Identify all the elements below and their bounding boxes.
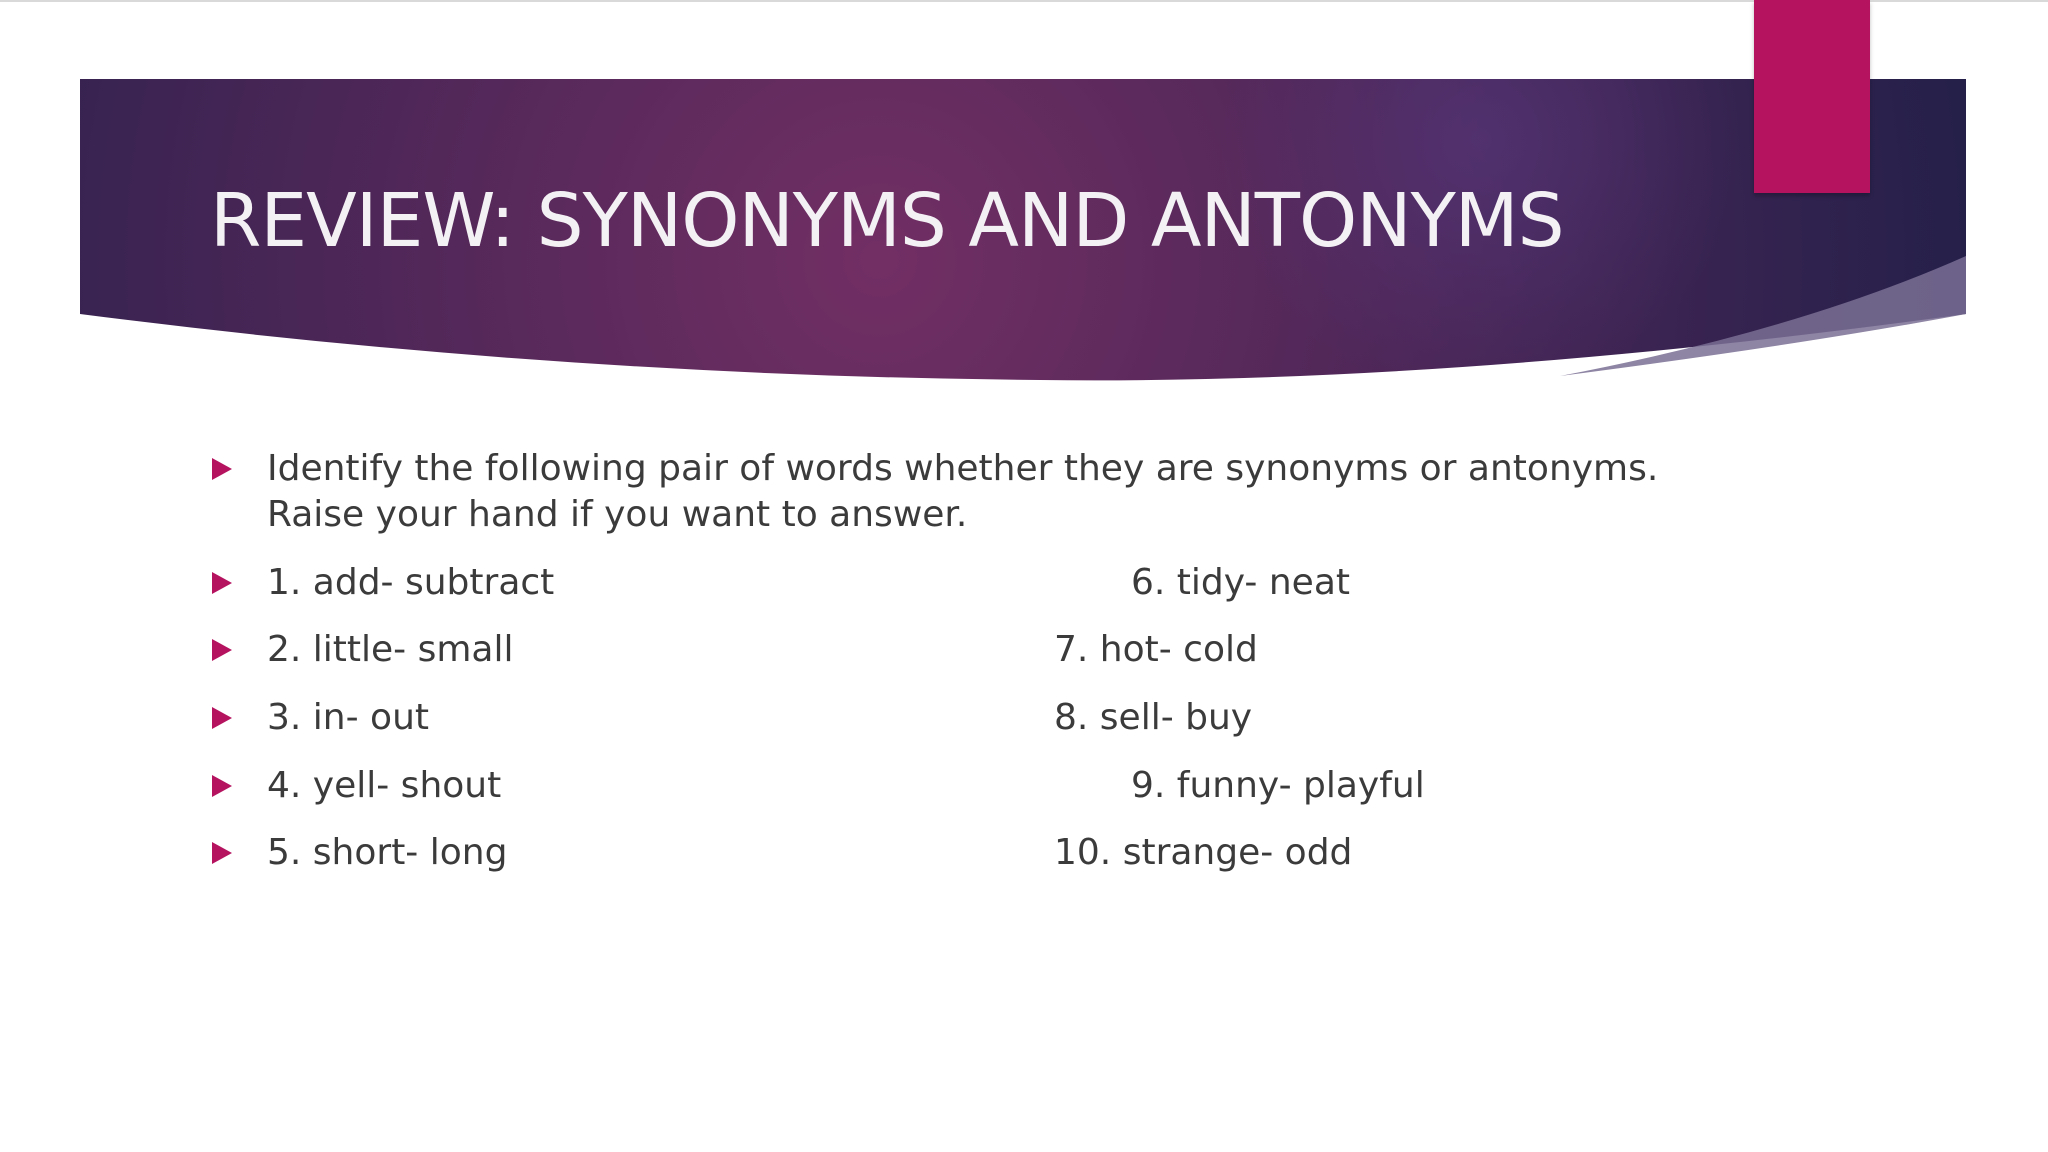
bullet-triangle-icon: [212, 842, 232, 864]
list-item: 3. in- out: [267, 697, 429, 738]
bullet-triangle-icon: [212, 458, 232, 480]
list-item: 8. sell- buy: [1054, 697, 1253, 738]
instruction-line-1: Identify the following pair of words whether they are synonyms or antonyms.: [267, 448, 1659, 489]
instruction-line-2: Raise your hand if you want to answer.: [267, 494, 968, 535]
slide-title: REVIEW: SYNONYMS AND ANTONYMS: [210, 178, 1564, 264]
list-item: 7. hot- cold: [1054, 629, 1258, 670]
bullet-triangle-icon: [212, 639, 232, 661]
bullet-triangle-icon: [212, 775, 232, 797]
list-item: 6. tidy- neat: [1131, 562, 1351, 603]
list-item: 10. strange- odd: [1054, 832, 1353, 873]
bullet-triangle-icon: [212, 572, 232, 594]
bullet-triangle-icon: [212, 707, 232, 729]
list-item: 9. funny- playful: [1131, 765, 1425, 806]
list-item: 4. yell- shout: [267, 765, 502, 806]
list-item: 5. short- long: [267, 832, 508, 873]
list-item: 1. add- subtract: [267, 562, 555, 603]
list-item: 2. little- small: [267, 629, 514, 670]
